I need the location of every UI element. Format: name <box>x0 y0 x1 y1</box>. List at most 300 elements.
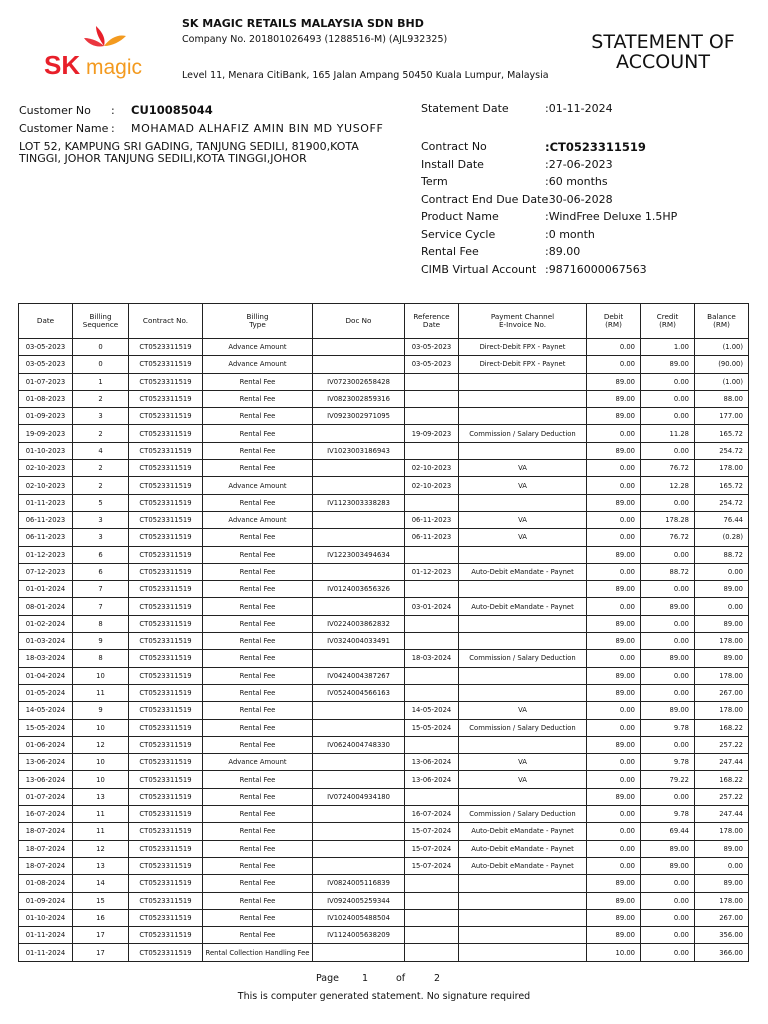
table-cell: Rental Fee <box>203 650 313 667</box>
table-cell: 89.00 <box>695 650 749 667</box>
table-cell: Rental Fee <box>203 840 313 857</box>
table-cell: 254.72 <box>695 494 749 511</box>
table-cell: Rental Fee <box>203 788 313 805</box>
table-cell: 18-03-2024 <box>19 650 73 667</box>
customer-no-label: Customer No <box>19 103 91 117</box>
table-row <box>19 754 749 771</box>
table-cell <box>313 511 405 528</box>
table-cell: 69.44 <box>641 823 695 840</box>
table-cell: (90.00) <box>695 356 749 373</box>
table-cell: Commission / Salary Deduction <box>459 425 587 442</box>
page-indicator <box>316 973 440 984</box>
table-cell: 0.00 <box>587 598 641 615</box>
table-cell: 178.00 <box>695 892 749 909</box>
table-cell: 06-11-2023 <box>19 529 73 546</box>
table-cell: 10 <box>73 754 129 771</box>
column-header: Reference Date <box>405 304 459 339</box>
table-cell: IV0524004566163 <box>313 684 405 701</box>
table-cell: 10 <box>73 719 129 736</box>
table-cell: 08-01-2024 <box>19 598 73 615</box>
table-cell: 01-12-2023 <box>405 563 459 580</box>
table-cell <box>405 736 459 753</box>
table-cell: CT0523311519 <box>129 667 203 684</box>
table-cell: Rental Fee <box>203 909 313 926</box>
table-cell: Rental Fee <box>203 581 313 598</box>
table-cell <box>313 460 405 477</box>
table-cell: 01-08-2024 <box>19 875 73 892</box>
column-header: Payment Channel E-Invoice No. <box>459 304 587 339</box>
table-cell: 8 <box>73 615 129 632</box>
table-cell: 89.00 <box>641 840 695 857</box>
statement-date-label: Statement Date <box>421 102 509 116</box>
table-cell: 01-11-2024 <box>19 927 73 944</box>
table-cell: 19-09-2023 <box>19 425 73 442</box>
table-cell: 89.00 <box>587 892 641 909</box>
table-cell <box>405 633 459 650</box>
table-cell: 01-04-2024 <box>19 667 73 684</box>
table-cell <box>405 442 459 459</box>
table-cell: Rental Fee <box>203 529 313 546</box>
table-cell: 02-10-2023 <box>19 477 73 494</box>
table-cell: 168.22 <box>695 771 749 788</box>
company-name: SK MAGIC RETAILS MALAYSIA SDN BHD <box>182 17 424 30</box>
table-row <box>19 442 749 459</box>
table-cell: 89.00 <box>695 615 749 632</box>
table-cell: 76.72 <box>641 460 695 477</box>
table-cell: CT0523311519 <box>129 927 203 944</box>
table-cell: Rental Fee <box>203 425 313 442</box>
table-cell: Commission / Salary Deduction <box>459 719 587 736</box>
table-row <box>19 788 749 805</box>
table-row <box>19 857 749 874</box>
contract-info-value: :60 months <box>545 175 608 189</box>
table-cell: CT0523311519 <box>129 477 203 494</box>
table-cell: IV0324004033491 <box>313 633 405 650</box>
table-cell: 0.00 <box>641 581 695 598</box>
table-cell: 03-05-2023 <box>405 339 459 356</box>
title-line-1: STATEMENT OF <box>591 31 735 53</box>
table-cell: 0 <box>73 356 129 373</box>
table-cell: 2 <box>73 425 129 442</box>
table-cell: 89.00 <box>587 408 641 425</box>
table-cell: Rental Fee <box>203 857 313 874</box>
table-cell: CT0523311519 <box>129 529 203 546</box>
table-cell: 89.00 <box>587 546 641 563</box>
table-cell: CT0523311519 <box>129 840 203 857</box>
table-cell: 0.00 <box>587 719 641 736</box>
table-cell <box>313 754 405 771</box>
table-cell: VA <box>459 771 587 788</box>
table-cell: CT0523311519 <box>129 339 203 356</box>
table-cell: 0.00 <box>587 477 641 494</box>
table-cell: 178.00 <box>695 633 749 650</box>
table-cell: 17 <box>73 927 129 944</box>
table-cell <box>313 702 405 719</box>
table-cell: Auto-Debit eMandate - Paynet <box>459 857 587 874</box>
table-cell: 2 <box>73 390 129 407</box>
column-header: Doc No <box>313 304 405 339</box>
table-cell: VA <box>459 529 587 546</box>
table-row <box>19 494 749 511</box>
table-cell: 356.00 <box>695 927 749 944</box>
table-cell <box>405 667 459 684</box>
table-cell: CT0523311519 <box>129 598 203 615</box>
table-cell: CT0523311519 <box>129 806 203 823</box>
table-cell: 89.00 <box>587 684 641 701</box>
table-cell: CT0523311519 <box>129 736 203 753</box>
table-row <box>19 356 749 373</box>
table-row <box>19 563 749 580</box>
table-cell: 89.00 <box>641 356 695 373</box>
table-cell: Advance Amount <box>203 339 313 356</box>
table-cell: 89.00 <box>695 875 749 892</box>
contract-info-value: :WindFree Deluxe 1.5HP <box>545 210 678 224</box>
title-line-2: ACCOUNT <box>616 51 710 73</box>
table-cell <box>459 633 587 650</box>
contract-info-label: Contract No <box>421 140 487 154</box>
table-cell: (1.00) <box>695 373 749 390</box>
table-cell: 178.00 <box>695 823 749 840</box>
column-header: Balance (RM) <box>695 304 749 339</box>
table-cell: 18-07-2024 <box>19 840 73 857</box>
table-cell: 12 <box>73 840 129 857</box>
table-cell: CT0523311519 <box>129 563 203 580</box>
table-cell: IV0224003862832 <box>313 615 405 632</box>
page-label: Page <box>316 973 339 984</box>
table-cell: CT0523311519 <box>129 460 203 477</box>
table-cell: 76.72 <box>641 529 695 546</box>
table-cell: 12.28 <box>641 477 695 494</box>
table-cell: 1.00 <box>641 339 695 356</box>
table-cell: Rental Fee <box>203 546 313 563</box>
table-cell: 1 <box>73 373 129 390</box>
table-cell: CT0523311519 <box>129 494 203 511</box>
contract-info-value: :30-06-2028 <box>545 192 613 206</box>
table-cell: 11.28 <box>641 425 695 442</box>
table-cell: 9 <box>73 702 129 719</box>
table-cell: 0.00 <box>587 529 641 546</box>
table-cell: IV1024005488504 <box>313 909 405 926</box>
contract-info-value: :89.00 <box>545 245 581 259</box>
table-cell: 366.00 <box>695 944 749 961</box>
table-cell: 89.00 <box>641 598 695 615</box>
table-cell <box>405 684 459 701</box>
table-cell: 0.00 <box>695 563 749 580</box>
customer-name-value: MOHAMAD ALHAFIZ AMIN BIN MD YUSOFF <box>131 121 384 135</box>
table-cell <box>459 927 587 944</box>
table-row <box>19 460 749 477</box>
table-cell: Rental Fee <box>203 373 313 390</box>
table-row <box>19 702 749 719</box>
table-cell: 0.00 <box>587 425 641 442</box>
table-row <box>19 650 749 667</box>
svg-text:SK: SK <box>44 50 81 80</box>
table-cell: 0.00 <box>587 339 641 356</box>
table-cell: Rental Fee <box>203 719 313 736</box>
table-cell: 16-07-2024 <box>405 806 459 823</box>
table-cell <box>313 857 405 874</box>
company-block <box>182 17 447 45</box>
table-cell <box>313 598 405 615</box>
table-cell: 89.00 <box>587 788 641 805</box>
statement-date-value: :01-11-2024 <box>545 102 613 116</box>
table-row <box>19 598 749 615</box>
contract-info-row <box>421 261 677 279</box>
table-cell: 89.00 <box>587 442 641 459</box>
table-cell: 9.78 <box>641 806 695 823</box>
table-cell: (1.00) <box>695 339 749 356</box>
table-cell: 13-06-2024 <box>19 771 73 788</box>
table-cell: 89.00 <box>587 909 641 926</box>
table-cell <box>459 875 587 892</box>
table-cell <box>459 909 587 926</box>
table-cell: CT0523311519 <box>129 546 203 563</box>
table-row <box>19 806 749 823</box>
table-cell: 01-11-2023 <box>19 494 73 511</box>
table-cell: CT0523311519 <box>129 875 203 892</box>
page-of-label: of <box>396 973 406 984</box>
table-cell: 18-07-2024 <box>19 857 73 874</box>
table-cell: 06-11-2023 <box>19 511 73 528</box>
table-cell: 247.44 <box>695 806 749 823</box>
table-cell: 0.00 <box>587 806 641 823</box>
column-header: Debit (RM) <box>587 304 641 339</box>
table-cell <box>313 806 405 823</box>
table-cell: 0.00 <box>695 598 749 615</box>
footer-note: This is computer generated statement. No signature required <box>237 991 531 1002</box>
table-cell: 10 <box>73 667 129 684</box>
table-cell: CT0523311519 <box>129 581 203 598</box>
table-cell: 0.00 <box>641 373 695 390</box>
table-cell <box>313 477 405 494</box>
table-cell <box>405 546 459 563</box>
table-cell: 01-09-2024 <box>19 892 73 909</box>
table-cell: 0.00 <box>587 563 641 580</box>
table-cell: CT0523311519 <box>129 615 203 632</box>
table-cell: 178.00 <box>695 667 749 684</box>
table-cell: Rental Fee <box>203 702 313 719</box>
table-cell: 01-02-2024 <box>19 615 73 632</box>
table-cell <box>313 944 405 961</box>
table-row <box>19 408 749 425</box>
table-cell: VA <box>459 477 587 494</box>
table-cell: 03-01-2024 <box>405 598 459 615</box>
table-row <box>19 529 749 546</box>
table-cell: Rental Fee <box>203 408 313 425</box>
table-cell: 0 <box>73 339 129 356</box>
table-cell: 9.78 <box>641 754 695 771</box>
table-cell: 0.00 <box>587 356 641 373</box>
table-cell <box>405 408 459 425</box>
table-cell: CT0523311519 <box>129 390 203 407</box>
column-header: Credit (RM) <box>641 304 695 339</box>
table-cell: 01-07-2023 <box>19 373 73 390</box>
table-cell: 15 <box>73 892 129 909</box>
table-cell: Rental Fee <box>203 633 313 650</box>
table-row <box>19 719 749 736</box>
table-row <box>19 511 749 528</box>
table-cell <box>459 546 587 563</box>
table-cell: 11 <box>73 806 129 823</box>
table-cell: CT0523311519 <box>129 425 203 442</box>
table-cell: Rental Fee <box>203 494 313 511</box>
table-cell: 0.00 <box>641 736 695 753</box>
table-cell: CT0523311519 <box>129 511 203 528</box>
table-cell: IV1223003494634 <box>313 546 405 563</box>
table-cell: CT0523311519 <box>129 633 203 650</box>
contract-info-block <box>421 138 677 278</box>
contract-info-row <box>421 156 677 174</box>
column-header: Billing Type <box>203 304 313 339</box>
table-cell: 2 <box>73 477 129 494</box>
table-cell <box>405 373 459 390</box>
table-row <box>19 823 749 840</box>
table-cell: CT0523311519 <box>129 909 203 926</box>
table-cell <box>313 425 405 442</box>
table-cell: 14 <box>73 875 129 892</box>
table-cell: 89.00 <box>695 840 749 857</box>
table-cell <box>313 650 405 667</box>
table-cell: 0.00 <box>641 927 695 944</box>
page-title <box>578 32 748 72</box>
table-cell: 15-07-2024 <box>405 840 459 857</box>
table-cell: 10.00 <box>587 944 641 961</box>
table-cell <box>459 390 587 407</box>
contract-info-label: Service Cycle <box>421 227 496 241</box>
table-cell: 13 <box>73 788 129 805</box>
table-cell: 10 <box>73 771 129 788</box>
table-cell: 01-10-2023 <box>19 442 73 459</box>
table-cell <box>313 840 405 857</box>
table-cell: 02-10-2023 <box>405 477 459 494</box>
table-cell: 178.00 <box>695 702 749 719</box>
table-cell: CT0523311519 <box>129 719 203 736</box>
table-cell: IV0924005259344 <box>313 892 405 909</box>
table-cell: 02-10-2023 <box>19 460 73 477</box>
table-row <box>19 546 749 563</box>
table-cell <box>405 581 459 598</box>
table-cell <box>459 408 587 425</box>
customer-no-row <box>19 101 383 119</box>
table-cell: 15-05-2024 <box>405 719 459 736</box>
table-cell <box>459 684 587 701</box>
table-row <box>19 927 749 944</box>
table-cell: CT0523311519 <box>129 373 203 390</box>
table-cell: (0.28) <box>695 529 749 546</box>
table-cell: 89.00 <box>641 702 695 719</box>
table-cell: VA <box>459 460 587 477</box>
table-cell: 13-06-2024 <box>405 771 459 788</box>
contract-info-value: :27-06-2023 <box>545 157 613 171</box>
table-cell: 12 <box>73 736 129 753</box>
table-cell: 13-06-2024 <box>405 754 459 771</box>
table-cell: 89.00 <box>587 667 641 684</box>
table-cell <box>405 615 459 632</box>
table-cell: 0.00 <box>641 944 695 961</box>
table-cell: 0.00 <box>641 788 695 805</box>
table-cell: 89.00 <box>641 857 695 874</box>
table-cell: IV0624004748330 <box>313 736 405 753</box>
table-body <box>19 339 749 962</box>
table-cell: 0.00 <box>587 823 641 840</box>
table-cell: 01-03-2024 <box>19 633 73 650</box>
table-cell <box>313 339 405 356</box>
table-cell: Commission / Salary Deduction <box>459 650 587 667</box>
table-cell: 0.00 <box>641 442 695 459</box>
table-cell: 07-12-2023 <box>19 563 73 580</box>
table-cell: 19-09-2023 <box>405 425 459 442</box>
table-cell: CT0523311519 <box>129 356 203 373</box>
table-cell: 88.72 <box>695 546 749 563</box>
table-cell: 89.00 <box>587 875 641 892</box>
table-cell: 7 <box>73 598 129 615</box>
table-cell: 03-05-2023 <box>19 339 73 356</box>
table-cell: 89.00 <box>695 581 749 598</box>
company-address: Level 11, Menara CitiBank, 165 Jalan Ampang 50450 Kuala Lumpur, Malaysia <box>182 70 549 81</box>
table-cell: 06-11-2023 <box>405 511 459 528</box>
table-cell: 9.78 <box>641 719 695 736</box>
table-cell: 89.00 <box>587 581 641 598</box>
table-cell <box>459 615 587 632</box>
table-cell: 6 <box>73 563 129 580</box>
table-cell: 06-11-2023 <box>405 529 459 546</box>
table-cell: IV1124005638209 <box>313 927 405 944</box>
table-cell <box>405 875 459 892</box>
contract-info-label: CIMB Virtual Account <box>421 262 537 276</box>
table-cell: Auto-Debit eMandate - Paynet <box>459 563 587 580</box>
table-row <box>19 615 749 632</box>
table-cell: 16 <box>73 909 129 926</box>
customer-no-value: CU10085044 <box>131 103 213 117</box>
table-cell: IV0723002658428 <box>313 373 405 390</box>
table-cell: 9 <box>73 633 129 650</box>
table-cell: 257.22 <box>695 788 749 805</box>
table-cell: Rental Fee <box>203 563 313 580</box>
table-cell: 6 <box>73 546 129 563</box>
table-row <box>19 477 749 494</box>
table-cell: Rental Fee <box>203 927 313 944</box>
contract-info-label: Term <box>421 175 448 189</box>
table-row <box>19 892 749 909</box>
table-cell: 0.00 <box>587 754 641 771</box>
table-cell: 01-12-2023 <box>19 546 73 563</box>
table-cell: Direct-Debit FPX - Paynet <box>459 339 587 356</box>
table-cell: 165.72 <box>695 477 749 494</box>
table-cell <box>405 927 459 944</box>
table-cell: 15-07-2024 <box>405 857 459 874</box>
table-cell: CT0523311519 <box>129 771 203 788</box>
table-cell: 0.00 <box>587 771 641 788</box>
table-cell: 0.00 <box>641 875 695 892</box>
table-cell: 13 <box>73 857 129 874</box>
table-cell <box>313 529 405 546</box>
table-cell <box>405 788 459 805</box>
table-cell: 88.72 <box>641 563 695 580</box>
table-row <box>19 875 749 892</box>
table-cell: 01-08-2023 <box>19 390 73 407</box>
table-cell: 76.44 <box>695 511 749 528</box>
table-cell: 15-07-2024 <box>405 823 459 840</box>
table-cell: Advance Amount <box>203 356 313 373</box>
table-cell <box>459 736 587 753</box>
table-cell: Rental Fee <box>203 684 313 701</box>
table-cell: CT0523311519 <box>129 944 203 961</box>
table-cell: Rental Fee <box>203 892 313 909</box>
table-cell: 177.00 <box>695 408 749 425</box>
table-cell: 0.00 <box>641 667 695 684</box>
contract-info-label: Product Name <box>421 210 499 224</box>
table-cell: 11 <box>73 823 129 840</box>
